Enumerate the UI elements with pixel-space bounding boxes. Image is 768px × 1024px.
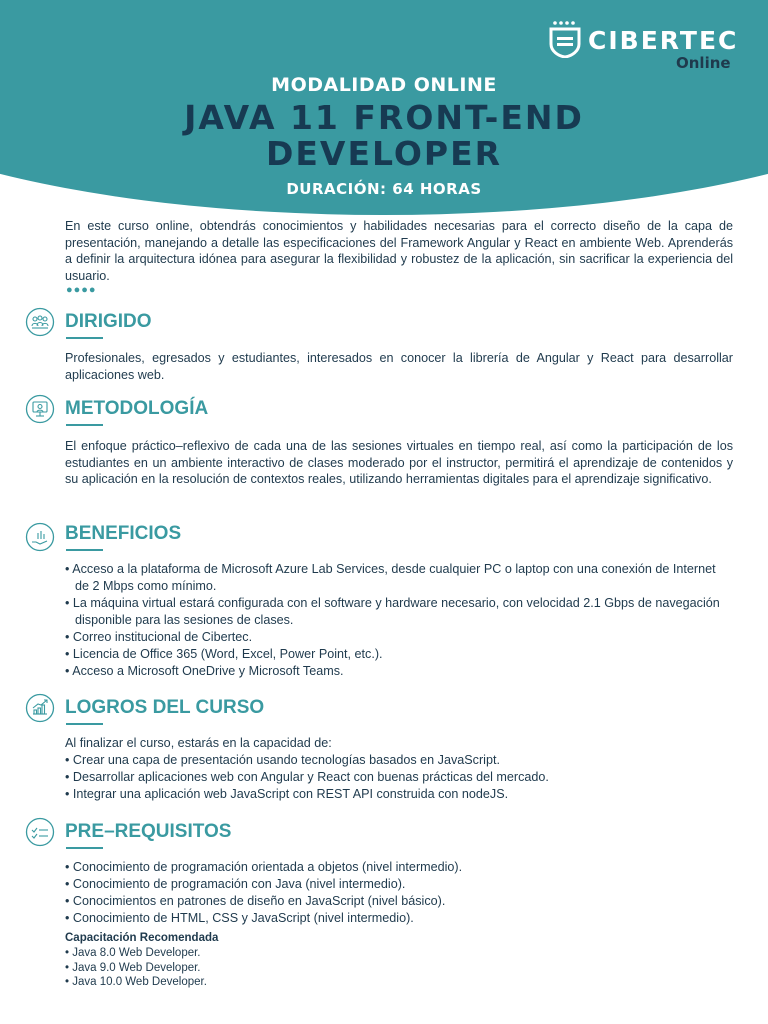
list-item: • Correo institucional de Cibertec. — [65, 630, 253, 644]
recommended-title: Capacitación Recomendada — [65, 932, 219, 944]
section-underline — [66, 847, 103, 849]
list-item: • Desarrollar aplicaciones web con Angular y React con buenas prácticas del mercado. — [65, 769, 549, 784]
dirigido-text: Profesionales, egresados y estudiantes, interesados en conocer la librería de Angular y React para desarrollar aplicaciones web. — [65, 351, 733, 382]
section-title-logros: LOGROS DEL CURSO — [65, 697, 265, 718]
beneficios-list — [65, 561, 733, 680]
logros-block — [65, 735, 733, 803]
course-title-line2: DEVELOPER — [265, 134, 503, 173]
list-item: • Licencia de Office 365 (Word, Excel, Power Point, etc.). — [65, 647, 383, 661]
recommended-list — [65, 946, 733, 990]
list-item: • Conocimiento de HTML, CSS y JavaScript (nivel intermedio). — [65, 911, 414, 925]
section-title-dirigido: DIRIGIDO — [65, 311, 152, 332]
dirigido-block — [65, 350, 733, 383]
section-underline — [66, 337, 103, 339]
list-item: • Conocimiento de programación con Java (nivel intermedio). — [65, 877, 406, 891]
list-item: • Conocimientos en patrones de diseño en JavaScript (nivel básico). — [65, 894, 446, 908]
cibertec-logo — [548, 18, 738, 74]
list-item: • Conocimiento de programación orientada a objetos (nivel intermedio). — [65, 860, 463, 874]
presentation-icon — [25, 394, 55, 424]
course-title — [0, 100, 768, 172]
cibertec-shield-icon — [548, 20, 582, 58]
prerequisitos-block — [65, 859, 733, 990]
list-item: • Acceso a Microsoft OneDrive y Microsoft Teams. — [65, 664, 344, 678]
list-item: • Java 9.0 Web Developer. — [65, 961, 201, 974]
section-underline — [66, 424, 103, 426]
section-underline — [66, 549, 103, 551]
metodologia-text: El enfoque práctico–reflexivo de cada una de las sesiones virtuales en tiempo real, así como la participación de los estudiantes en un ambiente interactivo de clases moderado por el instructor, permitirá el aprendizaje de contenidos y su aplicación en la resolución de contextos reales, utilizando herramientas digitales para el aprendizaje significativo. — [65, 439, 733, 487]
list-item: • La máquina virtual estará configurada con el software y hardware necesario, con velocidad 2.1 Gbps de navegación disponible para las sesiones de clases. — [65, 596, 720, 627]
metodologia-block — [65, 438, 733, 488]
logros-intro: Al finalizar el curso, estarás en la capacidad de: — [65, 736, 332, 750]
list-item: • Crear una capa de presentación usando tecnologías basados en JavaScript. — [65, 752, 500, 767]
course-title-line1: JAVA 11 FRONT-END — [184, 98, 584, 137]
list-item: • Java 10.0 Web Developer. — [65, 976, 207, 988]
people-icon — [25, 307, 55, 337]
section-title-beneficios: BENEFICIOS — [65, 523, 182, 544]
intro-block — [65, 218, 733, 284]
brand-sub: Online — [676, 54, 731, 72]
modality-label: MODALIDAD ONLINE — [271, 74, 497, 96]
prerequisitos-list — [65, 859, 733, 927]
brand-name: CIBERTEC — [588, 26, 739, 55]
checklist-icon — [25, 817, 55, 847]
header-banner — [0, 0, 768, 215]
section-title-metodologia: METODOLOGÍA — [65, 398, 209, 419]
duration-label: DURACIÓN: 64 HORAS — [286, 180, 482, 198]
intro-text: En este curso online, obtendrás conocimientos y habilidades necesarias para el correcto diseño de la capa de presentación, manejando a detalle las especificaciones del Framework Angular y React en ambiente Web. Aprenderás a definir la arquitectura idónea para asegurar la flexibilidad y robustez de la aplicación, sin sacrificar la experiencia del usuario. — [65, 219, 733, 283]
list-item: • Integrar una aplicación web JavaScript con REST API construida con nodeJS. — [65, 786, 509, 801]
list-item: • Java 8.0 Web Developer. — [65, 947, 201, 959]
section-title-prerequisitos: PRE–REQUISITOS — [65, 821, 232, 842]
list-item: • Acceso a la plataforma de Microsoft Azure Lab Services, desde cualquier PC o laptop con una conexión de Internet de 2 Mbps como mínimo. — [65, 562, 716, 593]
beneficios-block — [65, 561, 733, 680]
separator-dots: ●●●● — [66, 284, 97, 296]
logros-list — [65, 752, 733, 803]
section-underline — [66, 723, 103, 725]
growth-chart-icon — [25, 693, 55, 723]
hand-coins-icon — [25, 522, 55, 552]
